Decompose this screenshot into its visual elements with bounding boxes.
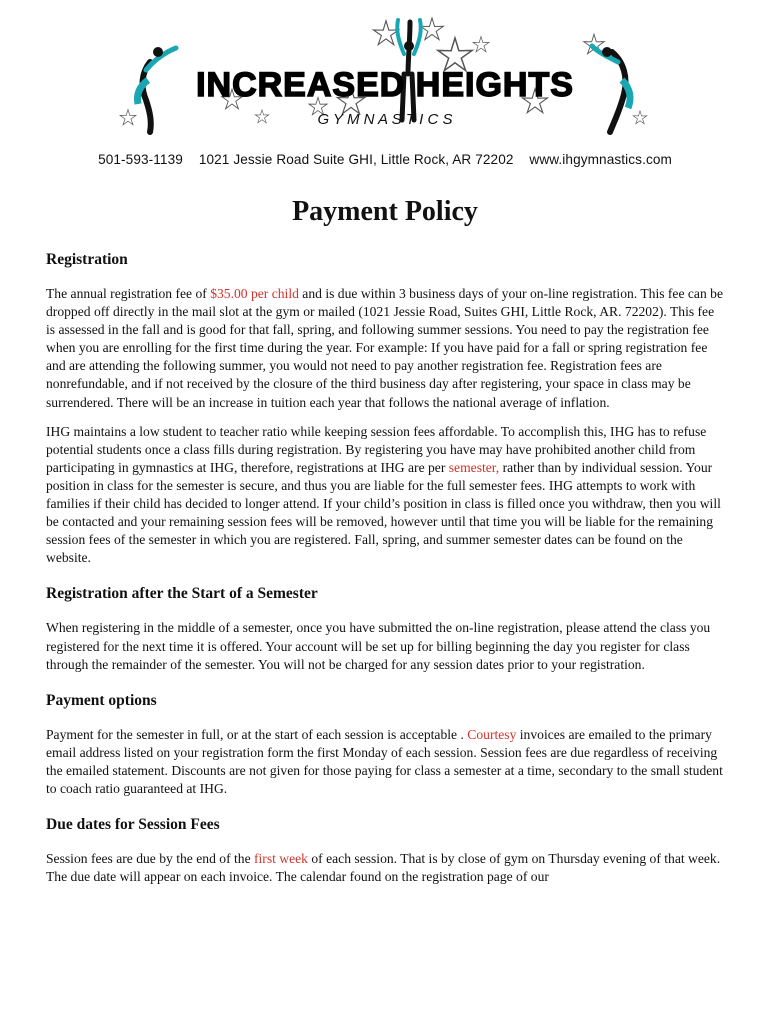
paragraph [46, 423, 726, 568]
gym-logo [0, 0, 770, 145]
highlight-fee: $35.00 per child [210, 286, 299, 301]
contact-line [0, 152, 770, 167]
paragraph-text: The annual registration fee of [46, 286, 211, 301]
contact-website: www.ihgymnastics.com [529, 152, 672, 167]
section-registration [46, 249, 726, 567]
section-due-dates [46, 814, 726, 886]
logo-sub-text: G Y M N A S T I C S [317, 111, 453, 128]
logo-main-text: INCREASED HEIGHTS [196, 66, 574, 104]
paragraph-text: and is due within 3 business days of your on-line registration. This fee can be dropped off directly in the mail slot at the gym or mailed (1021 Jessie Road, Suites GHI, Little Rock, AR. 72202). This fee is assessed in the fall and is good for that fall, spring, and following summer sessions. You need to pay the registration fee when you are enrolling for the first time during the year. For example: If you have paid for a fall or spring registration fee and are attending the following summer, you would not need to pay another registration fee. Registration fees are nonrefundable, and if not received by the closure of the third business day after registering, your space in class may be surrendered. There will be an increase in tuition each year that follows the national average of inflation. [46, 286, 723, 410]
paragraph-text: rather than by individual session. Your position in class for the semester is secure, and thus you are liable for the full semester fees. IHG attempts to work with families if their child has decided to longer attend. If your child’s position in class is filled once you withdraw, then you will be contacted and your remaining session fees will be removed, however until that time you will be liable for the remaining session fees of the semester in which you are registered. Fall, spring, and summer semester dates can be found on the website. [46, 459, 721, 566]
contact-phone: 501-593-1139 [98, 152, 183, 167]
section-heading: Payment options [46, 691, 157, 709]
paragraph-text: invoices are emailed to the primary email address listed on your registration form the first Monday of each session. Session fees are due regardless of receiving the emailed statement. Discounts are not given for those paying for class a semester at a time, secondary to the small student to coach ratio guaranteed at IHG. [46, 726, 723, 796]
contact-address: 1021 Jessie Road Suite GHI, Little Rock, AR 72202 [198, 152, 514, 167]
highlight-first-week: first week [254, 851, 308, 867]
paragraph [46, 285, 726, 412]
section-after-start [46, 583, 726, 673]
highlight-courtesy: Courtesy [467, 726, 517, 742]
paragraph: When registering in the middle of a semester, once you have submitted the on-line registration, please attend the class you registered for the next time it is offered. Your account will be set up for billing beginning the day you register for class through the remainder of the semester. You will not be charged for any session dates prior to your registration. [46, 620, 711, 672]
paragraph-text: IHG maintains a low student to teacher ratio while keeping session fees affordable. To accomplish this, IHG has to refuse potential students once a class fills during registration. By registering you have may have prohibited another child from participating in gymnastics at IHG, therefore, registrations at IHG are per [46, 423, 707, 475]
section-heading: Registration [46, 251, 128, 268]
page-title: Payment Policy [292, 196, 478, 227]
policy-body [46, 249, 726, 902]
gymnast-left-icon [137, 47, 176, 132]
paragraph-text: Session fees are due by the end of the [46, 851, 254, 867]
highlight-semester: semester, [448, 459, 500, 475]
paragraph [46, 850, 726, 886]
gymnast-right-icon [592, 46, 630, 132]
section-heading: Due dates for Session Fees [46, 816, 220, 834]
paragraph-text: of each session. That is by close of gym on Thursday evening of that week. The due date will appear on each invoice. The calendar found on the registration page of our [46, 851, 721, 885]
paragraph-text: Payment for the semester in full, or at the start of each session is acceptable . [46, 726, 468, 742]
paragraph [46, 726, 726, 798]
section-heading: Registration after the Start of a Semester [46, 585, 318, 603]
section-payment-options [46, 690, 726, 798]
